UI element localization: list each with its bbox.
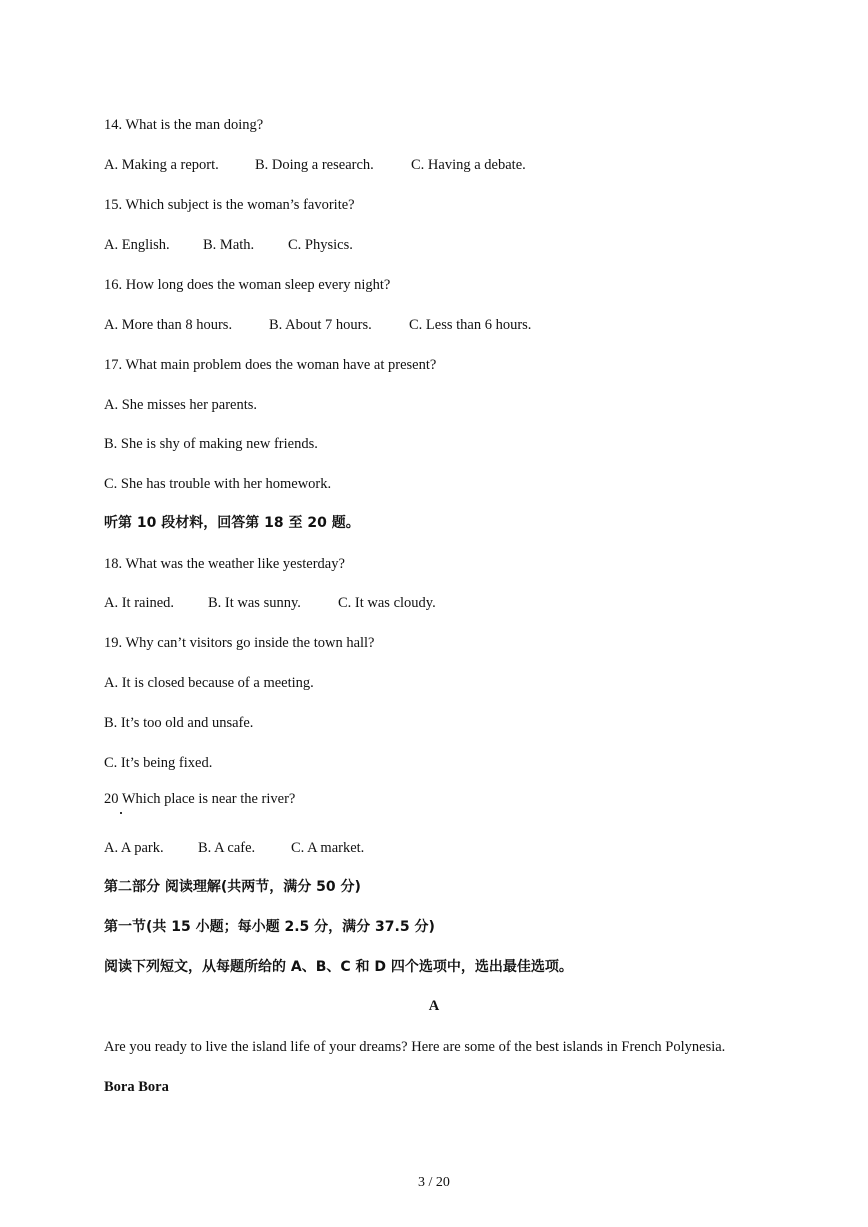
question-15: 15. Which subject is the woman’s favorite? [104, 197, 355, 213]
option-b: B. Doing a research. [255, 157, 374, 173]
instruction: 阅读下列短文，从每题所给的 A、B、C 和 D 四个选项中，选出最佳选项。 [104, 959, 573, 975]
option-a: A. More than 8 hours. [104, 317, 233, 333]
passage-intro: Are you ready to live the island life of your dreams? Here are some of the best islands in French Polynesia. [104, 1039, 726, 1055]
question-19: 19. Why can’t visitors go inside the town hall? [104, 635, 375, 651]
option-a: A. English. [104, 237, 170, 253]
options-18 [104, 594, 436, 612]
question-20: 20 Which place is near the river? [104, 791, 296, 807]
option-c: C. She has trouble with her homework. [104, 476, 332, 492]
option-a: A. She misses her parents. [104, 397, 258, 413]
option-a: A. It rained. [104, 595, 175, 611]
page-number: 3 / 20 [418, 1175, 450, 1190]
option-b: B. It’s too old and unsafe. [104, 715, 254, 731]
option-c: C. It’s being fixed. [104, 755, 213, 771]
option-b: B. About 7 hours. [269, 317, 372, 333]
question-16: 16. How long does the woman sleep every night? [104, 277, 391, 293]
options-15 [104, 236, 353, 254]
question-17: 17. What main problem does the woman have at present? [104, 357, 437, 373]
options-16 [104, 316, 531, 334]
section-note: 听第 10 段材料，回答第 18 至 20 题。 [104, 515, 360, 531]
option-b: B. It was sunny. [208, 595, 301, 611]
option-c: C. Physics. [288, 237, 353, 253]
part2-heading: 第二部分 阅读理解(共两节，满分 50 分) [104, 879, 361, 895]
option-b: B. She is shy of making new friends. [104, 436, 318, 452]
options-14 [104, 156, 526, 174]
question-14: 14. What is the man doing? [104, 117, 264, 133]
question-18: 18. What was the weather like yesterday? [104, 556, 345, 572]
passage-label: A [428, 998, 440, 1014]
subheading: Bora Bora [104, 1079, 169, 1095]
option-c: C. Having a debate. [411, 157, 526, 173]
option-b: B. Math. [203, 237, 255, 253]
option-b: B. A cafe. [198, 840, 256, 856]
stray-mark [120, 812, 122, 814]
option-a: A. Making a report. [104, 157, 219, 173]
section1-heading: 第一节(共 15 小题；每小题 2.5 分，满分 37.5 分) [104, 919, 435, 935]
option-a: A. A park. [104, 840, 164, 856]
option-a: A. It is closed because of a meeting. [104, 675, 314, 691]
option-c: C. It was cloudy. [338, 595, 436, 611]
options-20 [104, 839, 364, 857]
option-c: C. A market. [291, 840, 365, 856]
option-c: C. Less than 6 hours. [409, 317, 532, 333]
